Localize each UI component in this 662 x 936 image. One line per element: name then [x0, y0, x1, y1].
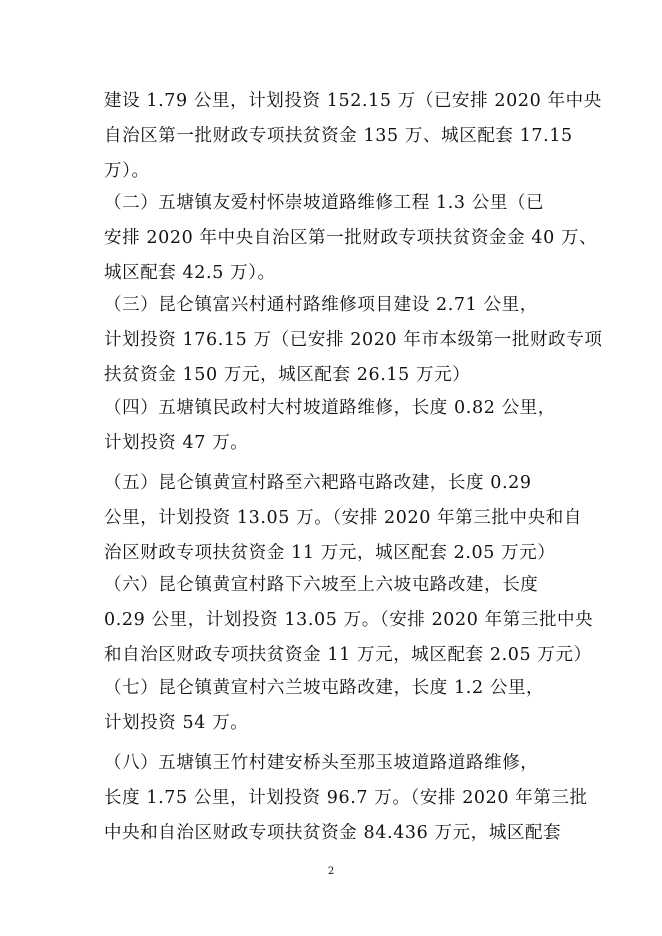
paragraph-item-4: [104, 391, 562, 461]
paragraph-item-6: [104, 568, 594, 673]
text-line: 建设 1.79 公里，计划投资 152.15 万（已安排 2020 年中央: [104, 91, 602, 111]
text-line: 计划投资 47 万。: [104, 433, 249, 453]
text-line: （四）五塘镇民政村大村坡道路维修，长度 0.82 公里，: [104, 398, 556, 418]
text-line: （二）五塘镇友爱村怀崇坡道路维修工程 1.3 公里（已: [104, 193, 545, 213]
paragraph-item-3: [104, 288, 603, 393]
text-line: 自治区第一批财政专项扶贫资金 135 万、城区配套 17.15: [104, 126, 573, 146]
text-line: 长度 1.75 公里，计划投资 96.7 万。（安排 2020 年第三批: [104, 788, 588, 808]
text-line: 中央和自治区财政专项扶贫资金 84.436 万元，城区配套: [104, 823, 562, 843]
text-line: 计划投资 54 万。: [104, 713, 249, 733]
text-line: （三）昆仑镇富兴村通村路维修项目建设 2.71 公里，: [104, 295, 538, 315]
text-line: （五）昆仑镇黄宣村路至六耙路屯路改建，长度 0.29: [104, 473, 532, 493]
paragraph-item-8: [104, 746, 588, 851]
paragraph-item-5: [104, 466, 582, 571]
text-line: 城区配套 42.5 万）。: [104, 263, 276, 283]
paragraph-item-2: [104, 186, 598, 291]
text-line: 公里，计划投资 13.05 万。（安排 2020 年第三批中央和自: [104, 508, 582, 528]
paragraph-1-continuation: [104, 84, 602, 189]
text-line: 安排 2020 年中央自治区第一批财政专项扶贫资金金 40 万、: [104, 228, 598, 248]
text-line: 计划投资 176.15 万（已安排 2020 年市本级第一批财政专项: [104, 330, 603, 350]
text-line: 治区财政专项扶贫资金 11 万元，城区配套 2.05 万元）: [104, 543, 556, 563]
paragraph-item-7: [104, 671, 562, 741]
text-line: 和自治区财政专项扶贫资金 11 万元，城区配套 2.05 万元）: [104, 645, 592, 665]
text-line: 万）。: [104, 161, 150, 181]
text-line: （七）昆仑镇黄宣村六兰坡屯路改建，长度 1.2 公里，: [104, 678, 545, 698]
text-line: （六）昆仑镇黄宣村路下六坡至上六坡屯路改建，长度: [104, 575, 539, 595]
text-line: 扶贫资金 150 万元，城区配套 26.15 万元）: [104, 365, 471, 385]
text-line: 0.29 公里，计划投资 13.05 万。（安排 2020 年第三批中央: [104, 610, 594, 630]
text-line: （八）五塘镇王竹村建安桥头至那玉坡道路道路维修，: [104, 753, 539, 773]
page-number: 2: [327, 866, 335, 877]
